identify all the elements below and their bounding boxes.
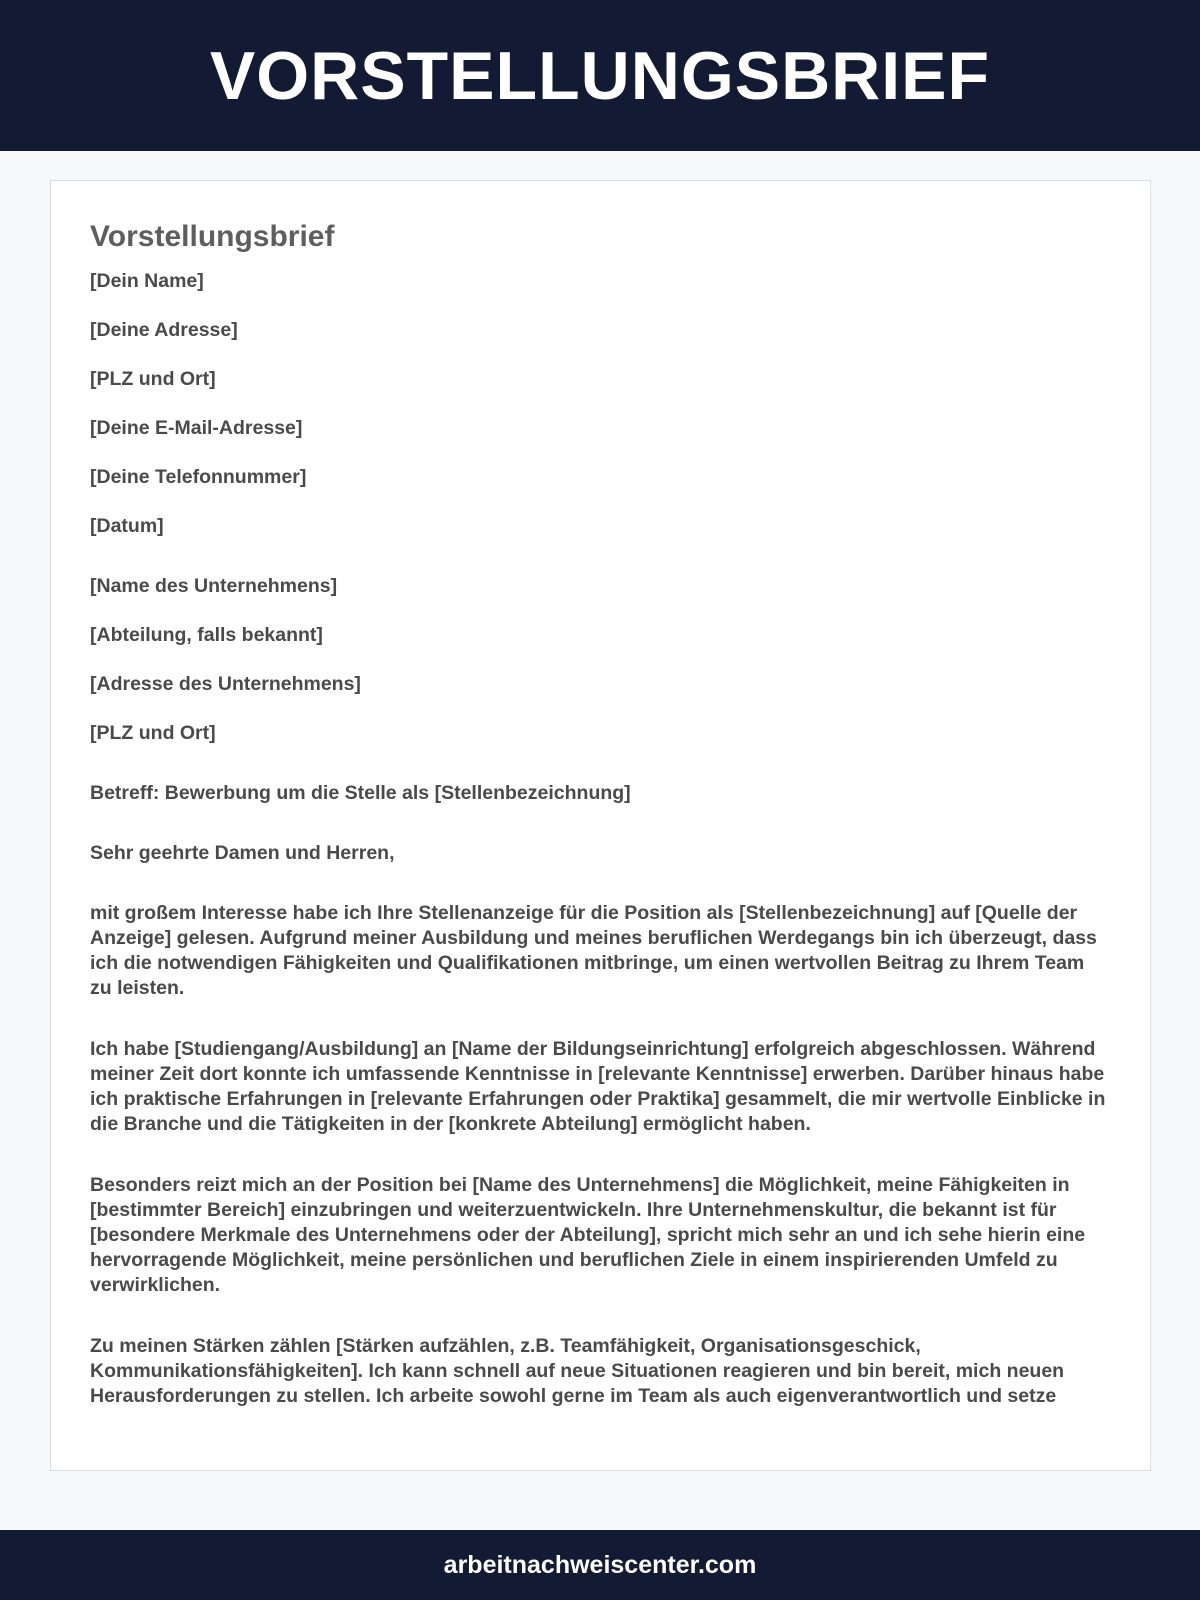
letter-card [50,180,1151,1471]
top-banner [0,0,1200,151]
body-paragraph: mit großem Interesse habe ich Ihre Stellenanzeige für die Position als [Stellenbezeichnung] auf [Quelle der Anzeige] gelesen. Aufgrund meiner Ausbildung und meines beruflichen Werdegangs bin ich überzeugt, dass ich die notwendigen Fähigkeiten und Qualifikationen mitbringe, um einen wertvollen Beitrag zu Ihrem Team zu leisten. [90,902,1097,999]
recipient-city: [PLZ und Ort] [90,722,216,744]
body-paragraph: Zu meinen Stärken zählen [Stärken aufzählen, z.B. Teamfähigkeit, Organisationsgeschick, Kommunikationsfähigkeiten]. Ich kann schnell auf neue Situationen reagieren und bin bereit, mich neuen Herausforderungen zu stellen. Ich arbeite sowohl gerne im Team als auch eigenverantwortlich und setze [90,1335,1065,1407]
sender-address: [Deine Adresse] [90,319,238,341]
recipient-department: [Abteilung, falls bekannt] [90,624,323,646]
body-paragraph: Ich habe [Studiengang/Ausbildung] an [Name der Bildungseinrichtung] erfolgreich abgeschlossen. Während meiner Zeit dort konnte ich umfassende Kenntnisse in [relevante Kenntnisse] erwerben. Darüber hinaus habe ich praktische Erfahrungen in [relevante Erfahrungen oder Praktika] gesammelt, die mir wertvolle Einblicke in die Branche und die Tätigkeiten in der [konkrete Abteilung] ermöglicht haben. [90,1038,1106,1135]
recipient-company: [Name des Unternehmens] [90,575,338,597]
banner-title: VORSTELLUNGSBRIEF [209,37,991,114]
recipient-address: [Adresse des Unternehmens] [90,673,361,695]
document-title: Vorstellungsbrief [90,220,335,253]
bottom-banner [0,1530,1200,1600]
subject-line: Betreff: Bewerbung um die Stelle als [Stellenbezeichnung] [90,782,631,804]
sender-name: [Dein Name] [90,270,204,292]
sender-email: [Deine E-Mail-Adresse] [90,417,303,439]
sender-city: [PLZ und Ort] [90,368,216,390]
body-paragraph: Besonders reizt mich an der Position bei [Name des Unternehmens] die Möglichkeit, meine Fähigkeiten in [bestimmter Bereich] einzubringen und weiterzuentwickeln. Ihre Unternehmenskultur, die bekannt ist für [besondere Merkmale des Unternehmens oder der Abteilung], spricht mich sehr an und ich sehe hierin eine hervorragende Möglichkeit, meine persönlichen und beruflichen Ziele in einem inspirierenden Umfeld zu verwirklichen. [90,1174,1086,1296]
letter-content [90,219,1110,1445]
salutation: Sehr geehrte Damen und Herren, [90,842,395,864]
letter-date: [Datum] [90,515,164,537]
sender-phone: [Deine Telefonnummer] [90,466,307,488]
footer-site-link[interactable]: arbeitnachweiscenter.com [443,1550,757,1579]
